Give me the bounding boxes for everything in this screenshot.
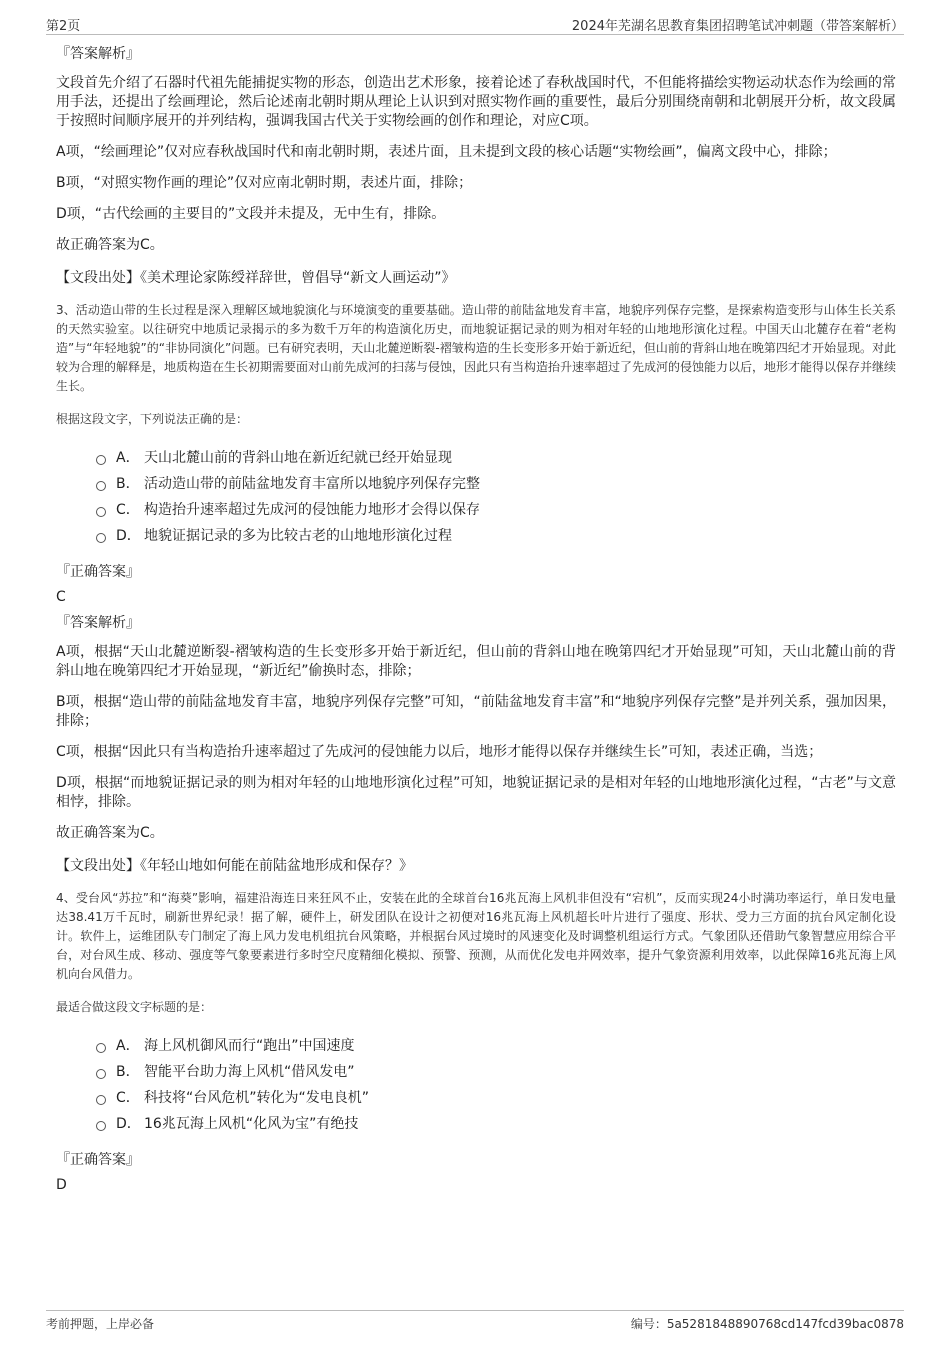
q3-option-d[interactable]: D． 地貌证据记录的多为比较古老的山地地形演化过程 bbox=[96, 523, 896, 549]
q4-option-c[interactable]: C． 科技将“台风危机”转化为“发电良机” bbox=[96, 1085, 896, 1111]
q4-prompt: 最适合做这段文字标题的是： bbox=[56, 1000, 213, 1014]
q2-analysis: 文段首先介绍了石器时代祖先能捕捉实物的形态，创造出艺术形象，接着论述了春秋战国时代，不但能将描绘实物运动状态作为绘画的常用手法，还提出了绘画理论，然后论述南北朝时期从理论上认识到对照实物作画的重要性，最后分别围绕南朝和北朝展开分析，故文段属于按照时间顺序展开的并列结构，强调我国古代关于实物绘画的创作和理论，对应C项。 bbox=[56, 75, 896, 129]
q2-option-d-analysis: D项，“古代绘画的主要目的”文段并未提及，无中生有，排除。 bbox=[56, 206, 446, 222]
q4-option-d[interactable]: D． 16兆瓦海上风机“化风为宝”有绝技 bbox=[96, 1111, 896, 1137]
document-id: 编号：5a5281848890768cd147fcd39bac0878 bbox=[630, 1317, 904, 1331]
q3-answer: C bbox=[56, 589, 66, 605]
q3-stem: 3、活动造山带的生长过程是深入理解区域地貌演化与环境演变的重要基础。造山带的前陆盆地发育丰富，地貌序列保存完整，是探索构造变形与山体生长关系的天然实验室。以往研究中地质记录揭示的多为数千万年的构造演化历史，而地貌证据记录的则为相对年轻的山地地形演化过程。中国天山北麓存在着“老构造”与“年轻地貌”的“非协同演化”问题。已有研究表明，天山北麓逆断裂-褶皱构造的生长变形多开始于新近纪，但山前的背斜山地在晚第四纪才开始显现。对此较为合理的解释是，地质构造在生长初期需要面对山前先成河的扫荡与侵蚀，因此只有当构造抬升速率超过了先成河的侵蚀能力以后，地形才能得以保存并继续生长。 bbox=[56, 303, 897, 393]
q3-analysis-label: 『答案解析』 bbox=[56, 615, 140, 631]
q2-analysis-label: 『答案解析』 bbox=[56, 46, 140, 62]
radio-icon[interactable] bbox=[96, 481, 106, 491]
q3-option-a[interactable]: A． 天山北麓山前的背斜山地在新近纪就已经开始显现 bbox=[96, 445, 896, 471]
q2-option-b-analysis: B项，“对照实物作画的理论”仅对应南北朝时期，表述片面，排除； bbox=[56, 175, 473, 191]
q4-stem: 4、受台风“苏拉”和“海葵”影响，福建沿海连日来狂风不止，安装在此的全球首台16兆瓦海上风机非但没有“宕机”，反而实现24小时满功率运行，单日发电量达38.41万千瓦时，刷新世界纪录！据了解，硬件上，研发团队在设计之初便对16兆瓦海上风机超长叶片进行了强度、形状、受力三方面的抗台风定制化设计。软件上，运维团队专门制定了海上风力发电机组抗台风策略，并根据台风过境时的风速变化及时调整机组运行方式。气象团队还借助气象智慧应用综合平台，对台风生成、移动、强度等气象要素进行多时空尺度精细化模拟、预警、预测，从而优化发电并网效率，提升气象资源利用效率，以此保障16兆瓦海上风机向台风借力。 bbox=[56, 891, 896, 981]
q3-option-c[interactable]: C． 构造抬升速率超过先成河的侵蚀能力地形才会得以保存 bbox=[96, 497, 896, 523]
radio-icon[interactable] bbox=[96, 1043, 106, 1053]
radio-icon[interactable] bbox=[96, 1069, 106, 1079]
q2-option-a-analysis: A项，“绘画理论”仅对应春秋战国时代和南北朝时期，表述片面，且未提到文段的核心话题“实物绘画”，偏离文段中心，排除； bbox=[56, 144, 837, 160]
radio-icon[interactable] bbox=[96, 1121, 106, 1131]
q3-options bbox=[96, 445, 896, 549]
radio-icon[interactable] bbox=[96, 533, 106, 543]
q4-options bbox=[96, 1033, 896, 1137]
q4-option-a[interactable]: A． 海上风机御风而行“跑出”中国速度 bbox=[96, 1033, 896, 1059]
radio-icon[interactable] bbox=[96, 507, 106, 517]
q3-option-b[interactable]: B． 活动造山带的前陆盆地发育丰富所以地貌序列保存完整 bbox=[96, 471, 896, 497]
q2-conclusion: 故正确答案为C。 bbox=[56, 237, 164, 253]
page-number: 第2页 bbox=[46, 19, 81, 34]
q2-source: 【文段出处】《美术理论家陈绶祥辞世，曾倡导“新文人画运动”》 bbox=[56, 270, 456, 286]
q3-option-b-analysis: B项，根据“造山带的前陆盆地发育丰富，地貌序列保存完整”可知，“前陆盆地发育丰富”和“地貌序列保存完整”是并列关系，强加因果，排除； bbox=[56, 694, 896, 729]
q3-option-a-analysis: A项，根据“天山北麓逆断裂-褶皱构造的生长变形多开始于新近纪，但山前的背斜山地在晚第四纪才开始显现”可知，天山北麓山前的背斜山地在晚第四纪才开始显现，“新近纪”偷换时态，排除； bbox=[56, 644, 896, 679]
q3-option-c-analysis: C项，根据“因此只有当构造抬升速率超过了先成河的侵蚀能力以后，地形才能得以保存并继续生长”可知，表述正确，当选； bbox=[56, 744, 823, 760]
page-header bbox=[46, 12, 904, 35]
q3-prompt: 根据这段文字，下列说法正确的是： bbox=[56, 412, 249, 426]
page-footer bbox=[46, 1310, 904, 1335]
q4-option-b[interactable]: B． 智能平台助力海上风机“借风发电” bbox=[96, 1059, 896, 1085]
q3-option-d-analysis: D项，根据“而地貌证据记录的则为相对年轻的山地地形演化过程”可知，地貌证据记录的是相对年轻的山地地形演化过程，“古老”与文意相悖，排除。 bbox=[56, 775, 896, 810]
radio-icon[interactable] bbox=[96, 1095, 106, 1105]
footer-slogan: 考前押题，上岸必备 bbox=[46, 1317, 155, 1331]
radio-icon[interactable] bbox=[96, 455, 106, 465]
page-content bbox=[56, 44, 896, 1201]
q3-source: 【文段出处】《年轻山地如何能在前陆盆地形成和保存？》 bbox=[56, 858, 413, 874]
q3-conclusion: 故正确答案为C。 bbox=[56, 825, 164, 841]
document-title: 2024年芜湖名思教育集团招聘笔试冲刺题（带答案解析） bbox=[571, 19, 904, 34]
q4-answer: D bbox=[56, 1177, 67, 1193]
q4-answer-label: 『正确答案』 bbox=[56, 1152, 140, 1168]
q3-answer-label: 『正确答案』 bbox=[56, 564, 140, 580]
